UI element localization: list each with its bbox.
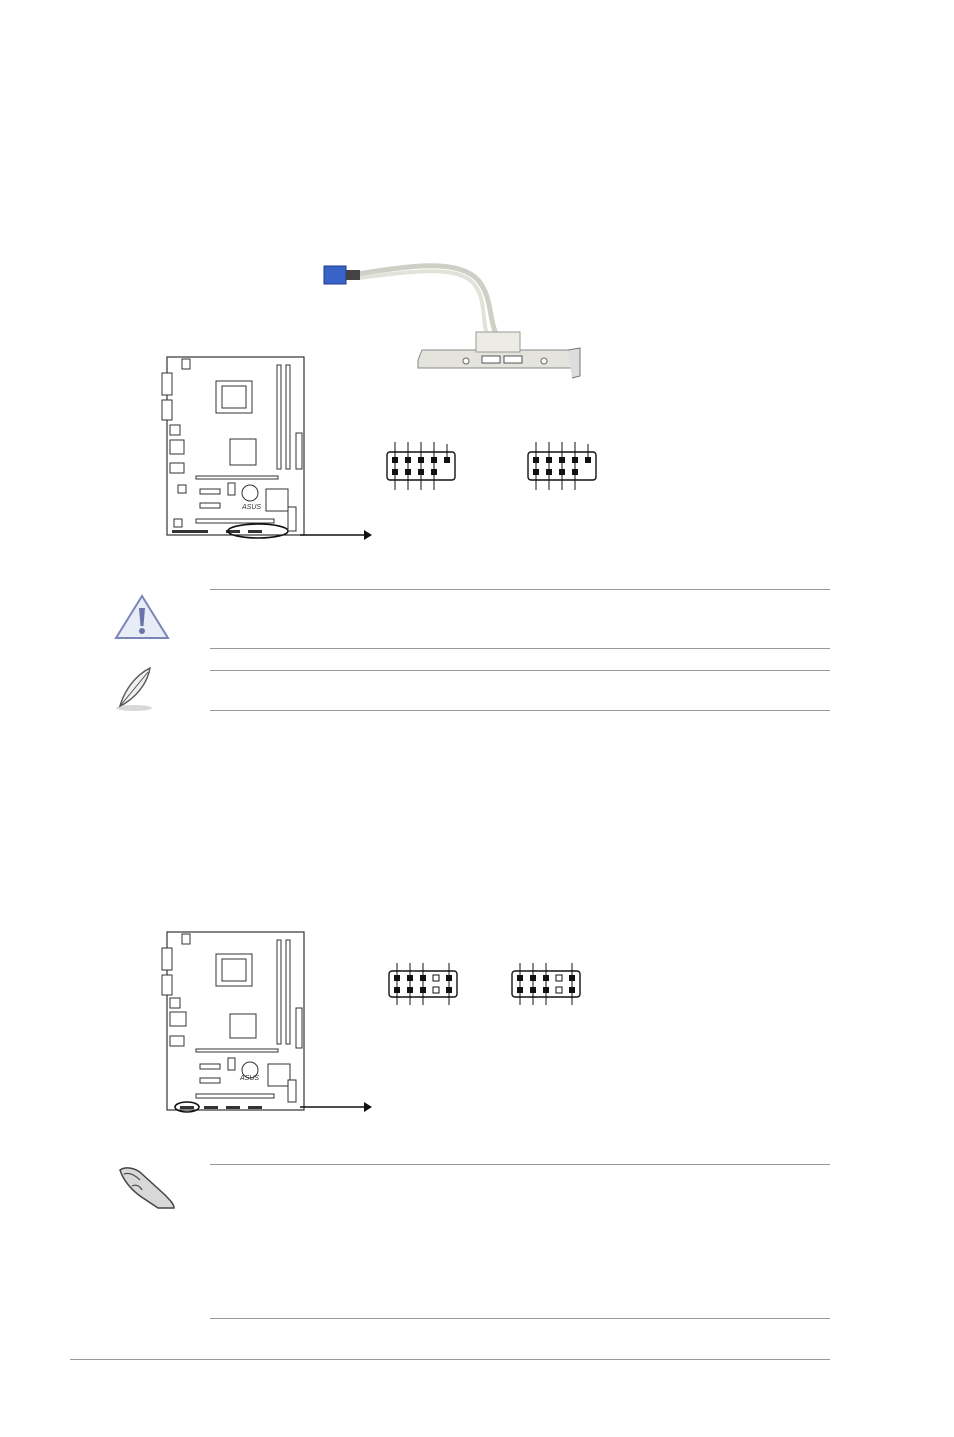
divider xyxy=(210,710,830,711)
divider xyxy=(210,1164,830,1165)
caution-triangle-icon xyxy=(112,592,172,642)
pin-header-top-left xyxy=(385,442,459,490)
pin-header-icon xyxy=(526,442,600,490)
usb-bracket-figure xyxy=(318,250,588,380)
divider xyxy=(210,670,830,671)
board-logo: ASUS xyxy=(242,504,262,511)
important-hand-icon xyxy=(112,1160,182,1212)
caution-note xyxy=(112,592,172,642)
motherboard-icon xyxy=(160,355,310,540)
divider xyxy=(210,1318,830,1319)
pin-header-bottom-left xyxy=(387,963,461,1007)
divider xyxy=(210,648,830,649)
pin-header-icon xyxy=(387,963,461,1007)
note xyxy=(114,664,156,714)
important-note xyxy=(112,1160,182,1212)
note-feather-icon xyxy=(114,664,156,714)
divider xyxy=(210,589,830,590)
motherboard-figure-bottom xyxy=(160,930,310,1115)
pointer-arrow-top xyxy=(300,528,372,542)
motherboard-figure-top xyxy=(160,355,310,540)
pin-header-icon xyxy=(385,442,459,490)
pin-header-bottom-right xyxy=(510,963,584,1007)
pointer-arrow-bottom xyxy=(300,1100,372,1114)
board-logo: ASUS xyxy=(240,1075,260,1082)
pin-header-top-right xyxy=(526,442,600,490)
motherboard-icon xyxy=(160,930,310,1115)
footer-rule xyxy=(70,1359,830,1360)
pin-header-icon xyxy=(510,963,584,1007)
usb-bracket-cable-icon xyxy=(318,250,588,380)
